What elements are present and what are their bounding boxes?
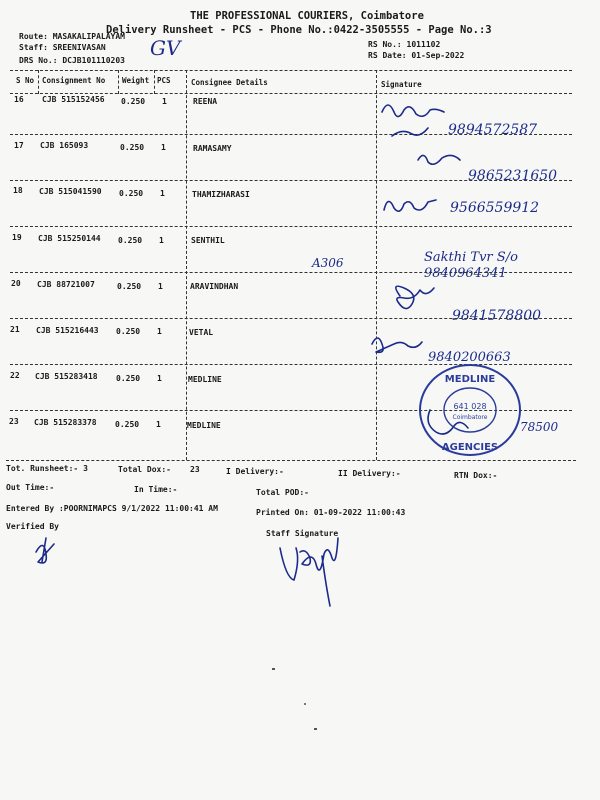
col-sno: S No: [16, 76, 35, 85]
stamp-top-text: MEDLINE: [444, 374, 496, 385]
in-time: In Time:-: [134, 485, 178, 494]
rs-date-label: RS Date:: [368, 51, 407, 60]
verified-by-label: Verified By: [6, 522, 59, 531]
row-consignment: CJB 515283378: [34, 418, 97, 427]
printed-on: Printed On: 01-09-2022 11:00:43: [256, 508, 406, 517]
col-signature: Signature: [381, 80, 422, 89]
row-pcs: 1: [156, 420, 161, 429]
total-pod: Total POD:-: [256, 488, 309, 497]
row-consignee: ARAVINDHAN: [190, 282, 239, 291]
entered-by: Entered By :POORNIMAPCS 9/1/2022 11:00:41 AM: [6, 504, 218, 513]
row-handwriting: Sakthi Tvr S/o 9840964341: [424, 250, 518, 281]
row-sno: 18: [13, 186, 23, 195]
drs-label: DRS No.:: [19, 56, 58, 65]
row-consignee: THAMIZHARASI: [192, 190, 250, 199]
row-handwriting: 78500: [520, 420, 559, 434]
route-value: MASAKALIPALAYAM: [52, 32, 125, 41]
row-consignee: VETAL: [189, 328, 214, 337]
drs-value: DCJB101110203: [62, 56, 125, 65]
row-pcs: 1: [157, 374, 162, 383]
row-sno: 17: [14, 141, 24, 150]
staff-signature-label: Staff Signature: [266, 529, 339, 538]
row-consignee: REENA: [193, 97, 218, 106]
row-consignment: CJB 165093: [40, 141, 89, 150]
row-pcs: 1: [161, 143, 166, 152]
row-handwriting: 9566559912: [450, 200, 540, 216]
total-dox-value: 23: [190, 465, 200, 474]
row-sno: 20: [11, 279, 21, 288]
row-handwriting: 9865231650: [468, 168, 558, 184]
row-consignee: RAMASAMY: [193, 144, 232, 153]
row-consignment: CJB 515041590: [39, 187, 102, 196]
handwritten-initials: GV: [150, 36, 181, 60]
stamp-inner-city: Coimbatore: [452, 414, 488, 421]
row-consignment: CJB 515250144: [38, 234, 101, 243]
route-label: Route:: [19, 32, 48, 41]
row-consignee: MEDLINE: [188, 375, 222, 384]
col-pcs: PCS: [157, 76, 171, 85]
company-name: THE PROFESSIONAL COURIERS, Coimbatore: [190, 10, 424, 22]
rs-date-value: 01-Sep-2022: [411, 51, 465, 60]
row-sno: 19: [12, 233, 22, 242]
row-weight: 0.250: [116, 327, 141, 336]
ii-delivery: II Delivery:-: [338, 469, 401, 478]
row-consignee: SENTHIL: [191, 236, 225, 245]
row-pcs: 1: [158, 282, 163, 291]
row-consignment: CJB 515152456: [42, 95, 105, 104]
total-dox-label: Total Dox:-: [118, 465, 171, 474]
row-weight: 0.250: [121, 97, 146, 106]
row-handwriting: 9841578800: [452, 308, 542, 324]
tot-runsheet: Tot. Runsheet:- 3: [6, 464, 88, 473]
rtn-dox: RTN Dox:-: [454, 471, 498, 480]
handwritten-note-a306: A306: [312, 256, 344, 270]
row-weight: 0.250: [115, 420, 140, 429]
col-weight: Weight: [122, 76, 150, 85]
row-weight: 0.250: [120, 143, 145, 152]
row-sno: 22: [10, 371, 20, 380]
stamp-inner-text: 641 028: [453, 402, 487, 411]
scan-speck: [304, 703, 306, 705]
row-pcs: 1: [159, 236, 164, 245]
staff-label: Staff:: [19, 43, 48, 52]
staff-value: SREENIVASAN: [52, 43, 106, 52]
row-weight: 0.250: [116, 374, 141, 383]
row-pcs: 1: [162, 97, 167, 106]
row-consignment: CJB 88721007: [37, 280, 95, 289]
row-weight: 0.250: [118, 236, 143, 245]
row-handwriting: 9840200663: [428, 350, 511, 365]
staff-signature: [280, 538, 338, 606]
runsheet-title: Delivery Runsheet - PCS - Phone No.:0422-3505555 - Page No.:3: [106, 24, 492, 36]
verified-signature: [36, 538, 54, 563]
row-handwriting: 9894572587: [448, 122, 538, 138]
row-weight: 0.250: [119, 189, 144, 198]
row-consignee: MEDLINE: [187, 421, 221, 430]
col-consignment: Consignment No: [42, 76, 106, 85]
rs-no-value: 1011102: [406, 40, 441, 49]
row-consignment: CJB 515216443: [36, 326, 99, 335]
out-time: Out Time:-: [6, 483, 55, 492]
row-pcs: 1: [157, 327, 162, 336]
scan-speck: [314, 728, 317, 730]
rs-no-label: RS No.:: [368, 40, 402, 49]
row-consignment: CJB 515283418: [35, 372, 98, 381]
scan-speck: [272, 668, 275, 670]
row-sno: 23: [9, 417, 19, 426]
stamp-bottom-text: AGENCIES: [441, 442, 499, 453]
row-weight: 0.250: [117, 282, 142, 291]
col-consignee: Consignee Details: [191, 78, 268, 87]
i-delivery: I Delivery:-: [226, 467, 284, 476]
row-sno: 21: [10, 325, 20, 334]
row-pcs: 1: [160, 189, 165, 198]
row-sno: 16: [14, 95, 24, 104]
